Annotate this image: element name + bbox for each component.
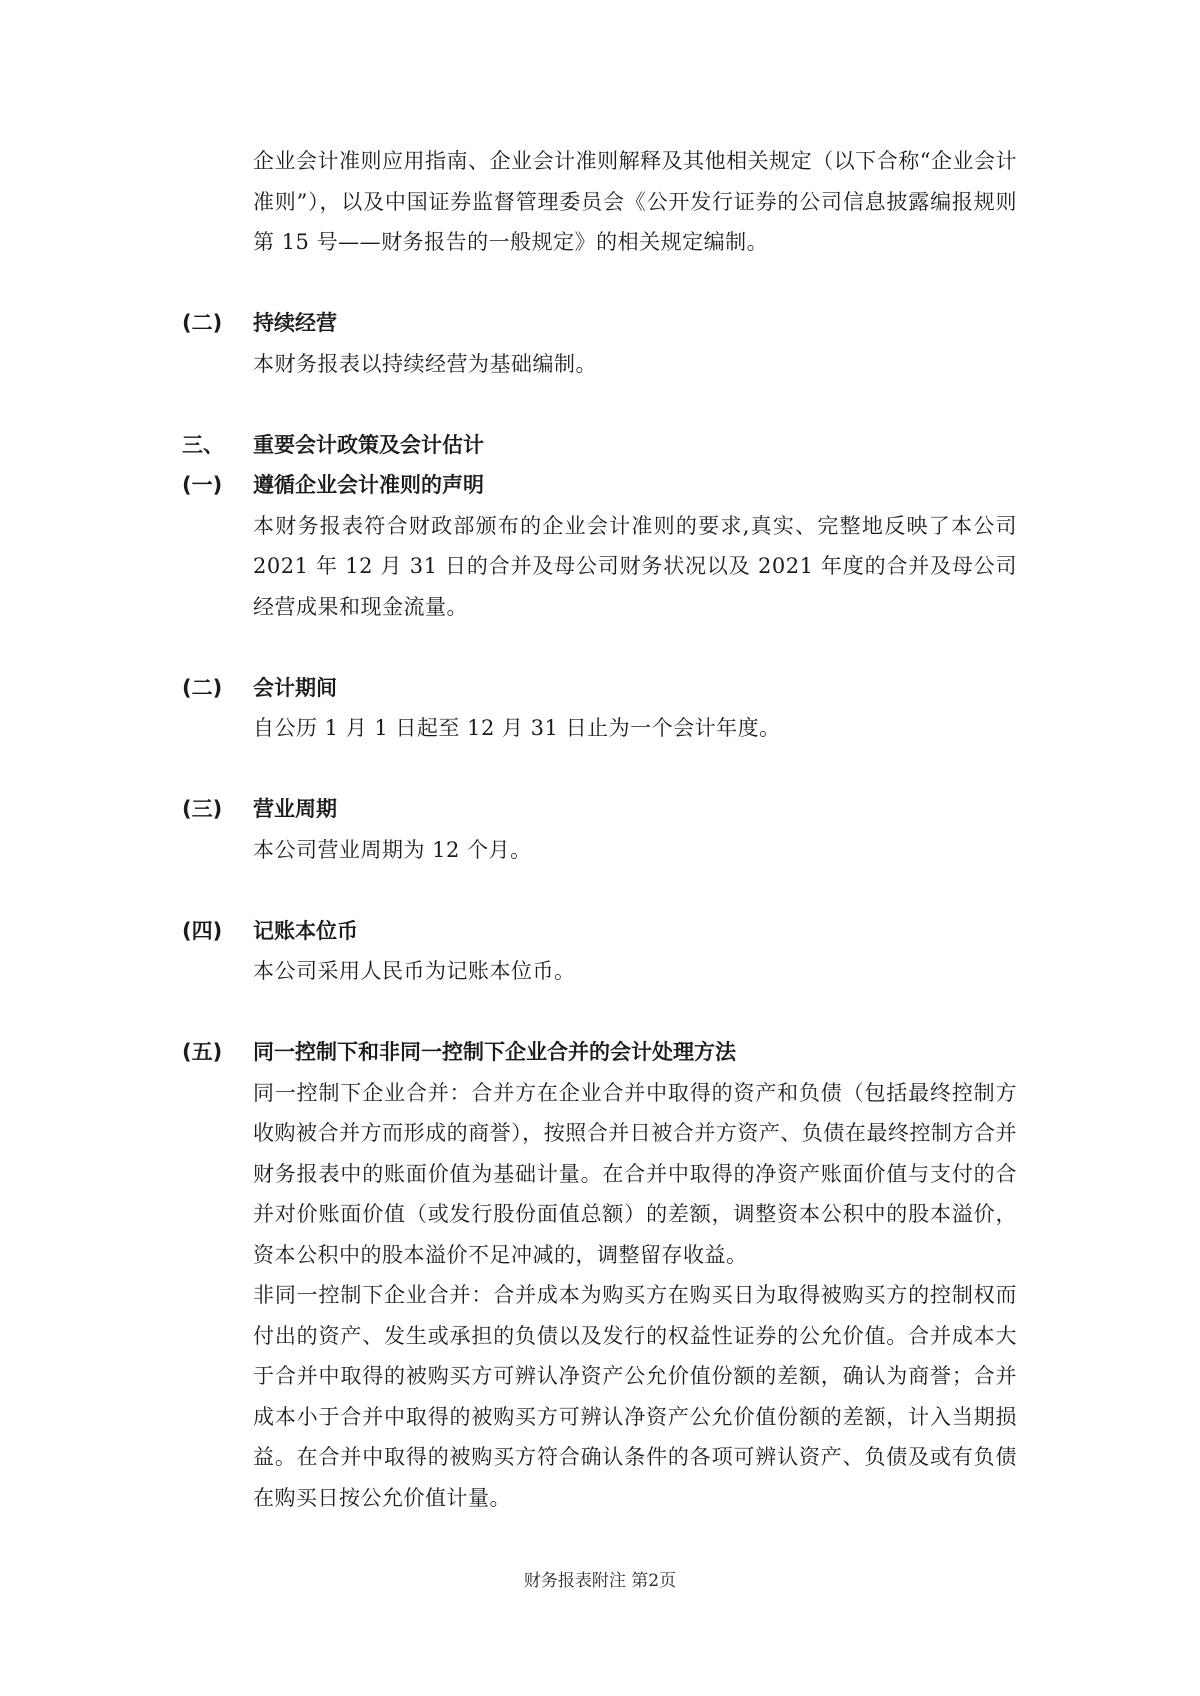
section-title: 持续经营 [253,311,337,335]
section-heading [182,911,1018,952]
section-number: (四) [182,918,223,943]
section-paragraph: 本财务报表符合财政部颁布的企业会计准则的要求,真实、完整地反映了本公司 2021 年 12 月 31 日的合并及母公司财务状况以及 2021 年度的合并及母公司经营成果和现金流量。 [253,513,1017,619]
chapter-heading [182,425,1018,466]
section-compliance-statement [182,465,1018,627]
section-going-concern [182,303,1018,384]
chapter-number: 三、 [182,432,224,457]
section-heading [182,465,1018,506]
section-heading [182,789,1018,830]
page-footer: 财务报表附注 第2页 [523,1571,677,1591]
section-title: 同一控制下和非同一控制下企业合并的会计处理方法 [253,1040,736,1064]
section-paragraph: 本公司营业周期为 12 个月。 [253,837,532,862]
section-title: 会计期间 [253,675,337,700]
section-title: 遵循企业会计准则的声明 [253,473,484,497]
section-number: (五) [182,1040,223,1064]
section-functional-currency [182,911,1018,992]
section-paragraph: 本公司采用人民币为记账本位币。 [253,959,576,983]
section-paragraph: 本财务报表以持续经营为基础编制。 [253,351,597,376]
section-accounting-period [182,668,1018,749]
chapter-accounting-policies [182,425,1018,466]
section-paragraph: 同一控制下企业合并：合并方在企业合并中取得的资产和负债（包括最终控制方收购被合并方而形成的商誉），按照合并日被合并方资产、负债在最终控制方合并财务报表中的账面价值为基础计量。在合并中取得的净资产账面价值与支付的合并对价账面价值（或发行股份面值总额）的差额，调整资本公积中的股本溢价，资本公积中的股本溢价不足冲减的，调整留存收益。 [253,1080,1017,1267]
section-number: (二) [182,675,223,700]
intro-paragraph: 企业会计准则应用指南、企业会计准则解释及其他相关规定（以下合称“企业会计准则”），以及中国证券监督管理委员会《公开发行证券的公司信息披露编报规则第 15 号——财务报告的一般规定》的相关规定编制。 [253,149,1017,254]
section-number: (一) [182,473,223,497]
section-heading [182,303,1018,344]
section-paragraph: 自公历 1 月 1 日起至 12 月 31 日止为一个会计年度。 [253,716,781,740]
section-title: 营业周期 [253,797,337,821]
section-paragraph: 非同一控制下企业合并：合并成本为购买方在购买日为取得被购买方的控制权而付出的资产、发生或承担的负债以及发行的权益性证券的公允价值。合并成本大于合并中取得的被购买方可辨认净资产公允价值份额的差额，确认为商誉；合并成本小于合并中取得的被购买方可辨认净资产公允价值份额的差额，计入当期损益。在合并中取得的被购买方符合确认条件的各项可辨认资产、负债及或有负债在购买日按公允价值计量。 [253,1283,1017,1510]
section-title: 记账本位币 [253,918,358,943]
page-content [182,141,1018,1518]
section-number: (三) [182,797,223,821]
section-number: (二) [182,311,223,335]
section-heading [182,668,1018,709]
section-business-combinations [182,1032,1018,1518]
chapter-title: 重要会计政策及会计估计 [253,432,484,457]
section-operating-cycle [182,789,1018,870]
section-heading [182,1032,1018,1073]
